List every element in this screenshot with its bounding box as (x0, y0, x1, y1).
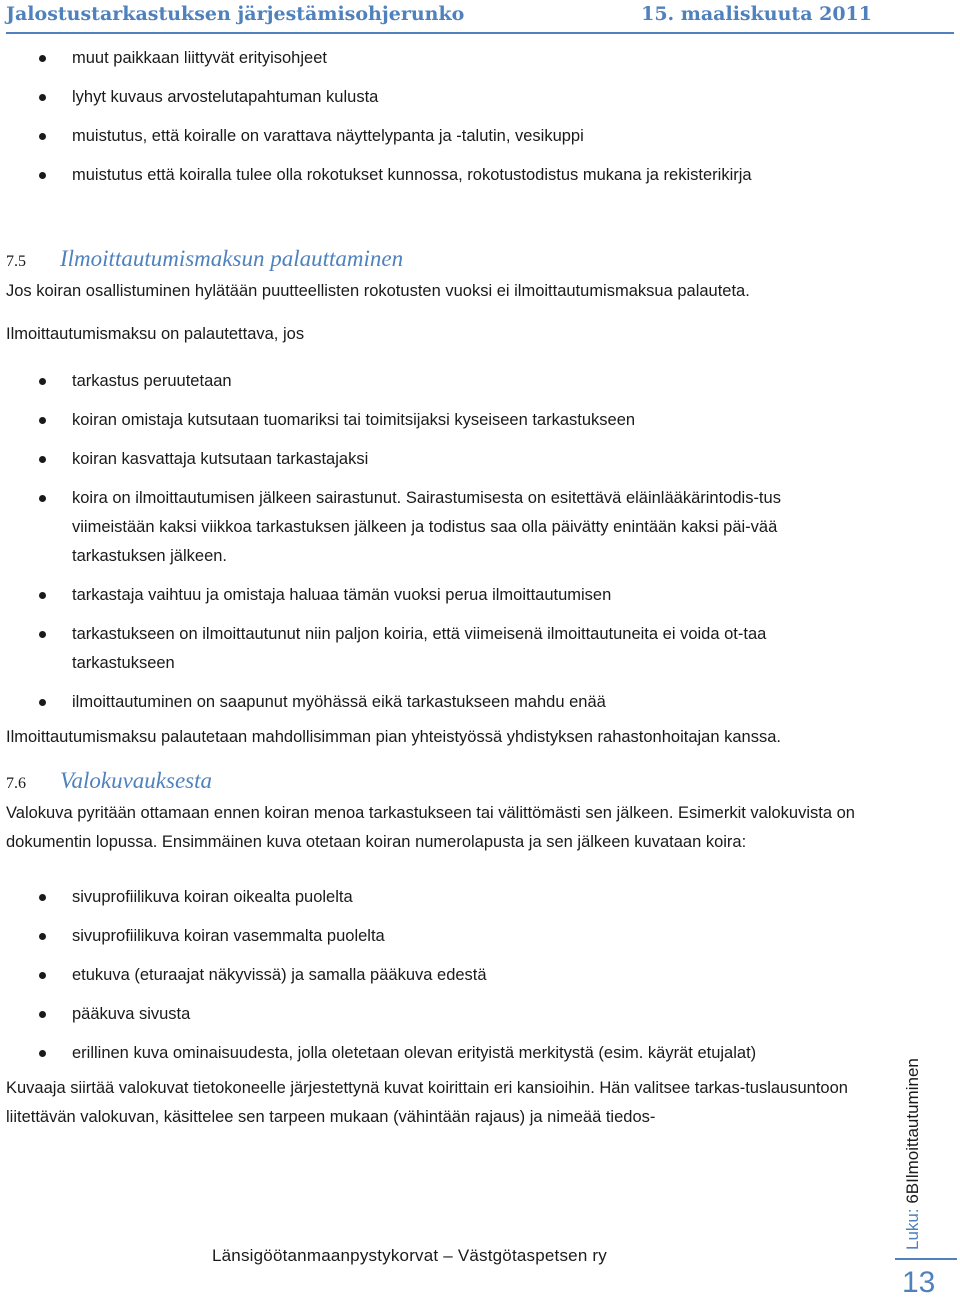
list-item: muistutus että koiralla tulee olla rokotukset kunnossa, rokotustodistus mukana ja rekisterikirja (6, 161, 868, 190)
bullet-icon (39, 592, 46, 599)
chapter-prefix: Luku: (903, 1208, 922, 1250)
paragraph: Valokuva pyritään ottamaan ennen koiran menoa tarkastukseen tai välittömästi sen jälkeen. Esimerkit valokuvista on dokumentin lopussa. Ensimmäinen kuva otetaan koiran numerolapusta ja sen jälkeen kuvataan koira: (6, 804, 855, 851)
bullet-icon (39, 417, 46, 424)
bullet-icon (39, 1011, 46, 1018)
document-date: 15. maaliskuuta 2011 (641, 3, 872, 25)
bullet-icon (39, 699, 46, 706)
list-item: ilmoittautuminen on saapunut myöhässä eikä tarkastukseen mahdu enää (6, 688, 868, 717)
bullet-icon (39, 456, 46, 463)
paragraph: Ilmoittautumismaksu on palautettava, jos (6, 325, 305, 343)
bullet-icon (39, 894, 46, 901)
list-item: koiran omistaja kutsutaan tuomariksi tai toimitsijaksi kyseiseen tarkastukseen (6, 406, 868, 435)
divider (895, 1258, 957, 1260)
list-item: koiran kasvattaja kutsutaan tarkastajaksi (6, 445, 868, 474)
page-number: 13 (902, 1266, 936, 1299)
section-title: Ilmoittautumismaksun palauttaminen (60, 246, 404, 271)
page-footer: Länsigöötanmaanpystykorvat – Västgötaspetsen ry (212, 1246, 607, 1265)
bullet-icon (39, 631, 46, 638)
bullet-icon (39, 1050, 46, 1057)
list-item: pääkuva sivusta (6, 1000, 868, 1029)
list-item: tarkastaja vaihtuu ja omistaja haluaa tämän vuoksi perua ilmoittautumisen (6, 581, 868, 610)
document-title: Jalostustarkastuksen järjestämisohjerunko (6, 3, 465, 25)
top-bullet-list (6, 44, 868, 190)
section-number: 7.5 (6, 253, 26, 270)
list-item: erillinen kuva ominaisuudesta, jolla oletetaan olevan erityistä merkitystä (esim. käyrät etujalat) (6, 1039, 868, 1068)
bullet-icon (39, 495, 46, 502)
bullet-icon (39, 972, 46, 979)
section-heading-7-5 (6, 244, 868, 277)
list-item: lyhyt kuvaus arvostelutapahtuman kulusta (6, 83, 868, 112)
page-header (6, 0, 954, 34)
list-item: etukuva (eturaajat näkyvissä) ja samalla pääkuva edestä (6, 961, 868, 990)
list-item: muistutus, että koiralle on varattava näyttelypanta ja -talutin, vesikuppi (6, 122, 868, 151)
list-item: muut paikkaan liittyvät erityisohjeet (6, 44, 868, 73)
bullet-icon (39, 133, 46, 140)
chapter-label (898, 990, 928, 1250)
list-item: tarkastukseen on ilmoittautunut niin paljon koiria, että viimeisenä ilmoittautuneita ei voida ot-taa tarkastukseen (6, 620, 868, 678)
list-item: koira on ilmoittautumisen jälkeen sairastunut. Sairastumisesta on esitettävä eläinlääkärintodis-tus viimeistään kaksi viikkoa tarkastuksen jälkeen ja todistus saa olla päivätty enintään kaksi päi-vää tarkastuksen jälkeen. (6, 484, 868, 571)
page-content (6, 44, 868, 1132)
section-heading-7-6 (6, 766, 868, 799)
bullet-icon (39, 94, 46, 101)
bullet-icon (39, 55, 46, 62)
chapter-name: 6BIlmoittautuminen (903, 1058, 922, 1204)
paragraph: Jos koiran osallistuminen hylätään puutteellisten rokotusten vuoksi ei ilmoittautumismaksua palauteta. (6, 282, 750, 300)
list-item: tarkastus peruutetaan (6, 367, 868, 396)
paragraph: Ilmoittautumismaksu palautetaan mahdollisimman pian yhteistyössä yhdistyksen rahastonhoitajan kanssa. (6, 728, 781, 746)
bullet-icon (39, 933, 46, 940)
photo-list (6, 883, 868, 1068)
bullet-icon (39, 378, 46, 385)
refund-conditions-list (6, 367, 868, 717)
section-number: 7.6 (6, 775, 26, 792)
list-item: sivuprofiilikuva koiran vasemmalta puolelta (6, 922, 868, 951)
list-item: sivuprofiilikuva koiran oikealta puolelta (6, 883, 868, 912)
section-title: Valokuvauksesta (60, 768, 213, 793)
bullet-icon (39, 172, 46, 179)
paragraph: Kuvaaja siirtää valokuvat tietokoneelle järjestettynä kuvat koirittain eri kansioihin. Hän valitsee tarkas-tuslausuntoon liitettävän valokuvan, käsittelee sen tarpeen mukaan (vähintään rajaus) ja nimeää tiedos- (6, 1079, 848, 1126)
